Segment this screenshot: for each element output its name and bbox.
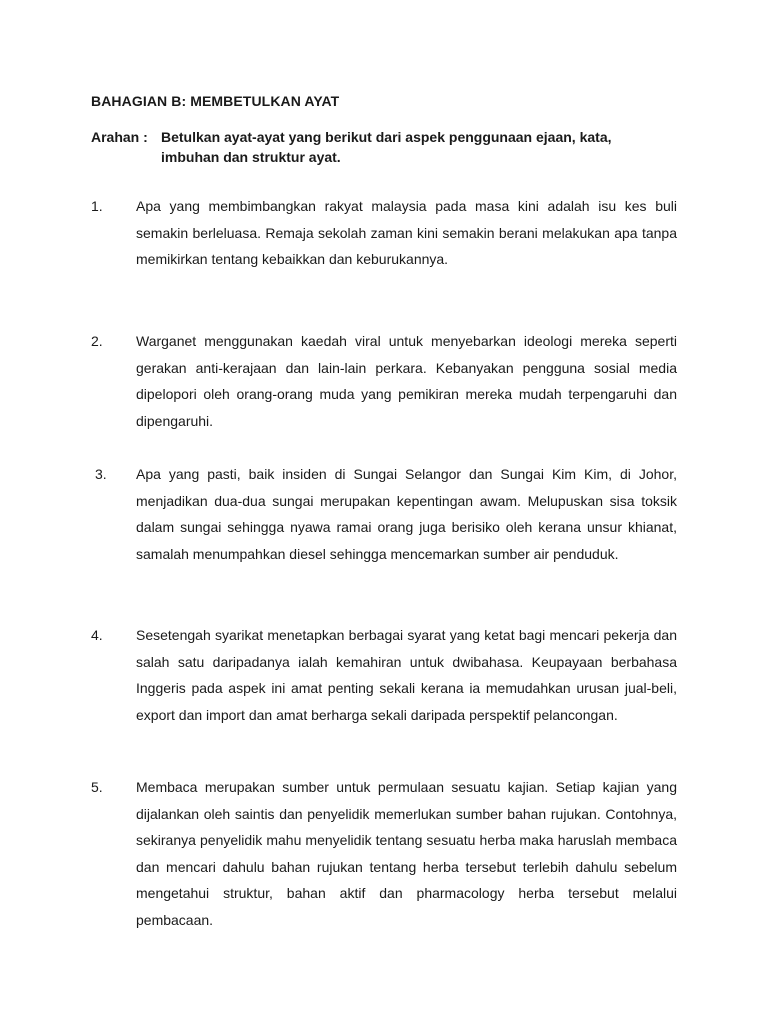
question-number: 2. <box>91 333 103 349</box>
question-text: Membaca merupakan sumber untuk permulaan sesuatu kajian. Setiap kajian yang dijalankan oleh saintis dan penyelidik memerlukan sumber bahan rujukan. Contohnya, sekiranya penyelidik mahu menyelidik tentang sesuatu herba maka haruslah membaca dan mencari dahulu bahan rujukan tentang herba tersebut terlebih dahulu sebelum mengetahui struktur, bahan aktif dan pharmacology herba tersebut melalui pembacaan. <box>136 779 677 928</box>
section-heading: BAHAGIAN B: MEMBETULKAN AYAT <box>91 93 340 109</box>
question-text: Apa yang membimbangkan rakyat malaysia pada masa kini adalah isu kes buli semakin berleluasa. Remaja sekolah zaman kini semakin berani melakukan apa tanpa memikirkan tentang kebaikkan dan keburukannya. <box>136 198 677 268</box>
question-number: 5. <box>91 779 103 795</box>
question-text: Apa yang pasti, baik insiden di Sungai Selangor dan Sungai Kim Kim, di Johor, menjadikan dua-dua sungai merupakan kepentingan awam. Melupuskan sisa toksik dalam sungai sehingga nyawa ramai orang juga berisiko oleh kerana unsur khianat, samalah menumpahkan diesel sehingga mencemarkan sumber air penduduk. <box>136 466 677 562</box>
question-number: 4. <box>91 627 103 643</box>
question-text: Sesetengah syarikat menetapkan berbagai syarat yang ketat bagi mencari pekerja dan salah satu daripadanya ialah kemahiran untuk dwibahasa. Keupayaan berbahasa Inggeris pada aspek ini amat penting sekali kerana ia memudahkan urusan jual-beli, export dan import dan amat berharga sekali daripada perspektif pelancongan. <box>136 627 677 723</box>
instruction-block <box>91 127 691 167</box>
instruction-line-2: imbuhan dan struktur ayat. <box>161 149 341 165</box>
question-number: 3. <box>95 466 107 482</box>
instruction-line-1: Betulkan ayat-ayat yang berikut dari aspek penggunaan ejaan, kata, <box>161 129 612 145</box>
question-text: Warganet menggunakan kaedah viral untuk menyebarkan ideologi mereka seperti gerakan anti-kerajaan dan lain-lain perkara. Kebanyakan pengguna sosial media dipelopori oleh orang-orang muda yang pemikiran mereka mudah terpengaruhi dan dipengaruhi. <box>136 333 677 429</box>
instruction-label: Arahan : <box>91 129 148 145</box>
question-number: 1. <box>91 198 103 214</box>
